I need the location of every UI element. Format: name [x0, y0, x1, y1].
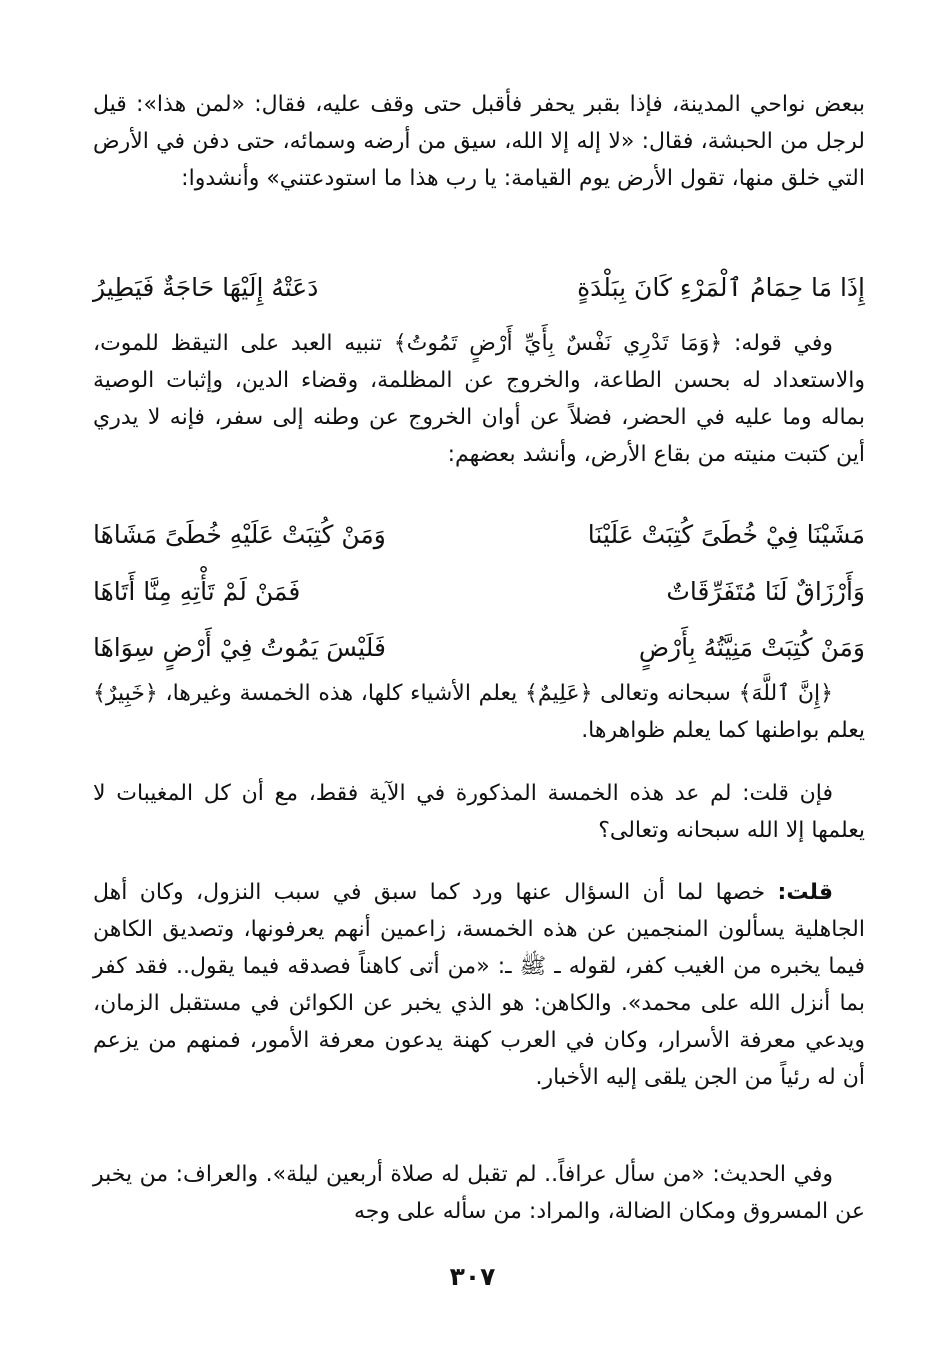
- verse-line-1: [93, 268, 865, 308]
- paragraph-block-5: [93, 874, 865, 1096]
- page-number: ٣٠٧: [449, 1262, 496, 1291]
- paragraph-block-1: [93, 86, 865, 197]
- paragraph-hadith-diviner: وفي الحديث: «من سأل عرافاً.. لم تقبل له صلاة أربعين ليلة». والعراف: من يخبر عن المسروق ومكان الضالة، والمراد: من سأله على وجه: [93, 1162, 865, 1224]
- verse-2-second-hemistich: وَمَنْ كُتِبَتْ عَلَيْهِ خُطَىً مَشَاهَا: [93, 520, 386, 549]
- answer-lead-word: قلت:: [777, 880, 833, 905]
- verse-2-first-hemistich: مَشَيْنَا فِيْ خُطَىً كُتِبَتْ عَلَيْنَا: [587, 520, 865, 549]
- verse-1-first-hemistich: إِذَا مَا حِمَامُ ٱلْمَرْءِ كَانَ بِبَلْدَةٍ: [577, 273, 865, 302]
- paragraph-block-2: [93, 325, 865, 473]
- paragraph-block-6: [93, 1156, 865, 1230]
- paragraph-death-awareness: وفي قوله: ﴿وَمَا تَدْرِي نَفْسٌ بِأَيِّ أَرْضٍ تَمُوتُ﴾ تنبيه العبد على التيقظ للموت، والاستعداد له بحسن الطاعة، والخروج عن المظلمة، وقضاء الدين، وإثبات الوصية بماله وما عليه في الحضر، فضلاً عن أوان الخروج عن وطنه إلى سفر، فإنه لا يدري أين كتبت منيته من بقاع الأرض، وأنشد بعضهم:: [93, 331, 865, 467]
- verse-line-3: [93, 572, 865, 612]
- paragraph-allah-knowing: ﴿إِنَّ ٱللَّهَ﴾ سبحانه وتعالى ﴿عَلِيمٌ﴾ يعلم الأشياء كلها، هذه الخمسة وغيرها، ﴿خَبِيرٌ﴾ يعلم بواطنها كما يعلم ظواهرها.: [93, 681, 865, 743]
- paragraph-question: فإن قلت: لم عد هذه الخمسة المذكورة في الآية فقط، مع أن كل المغيبات لا يعلمها إلا الله سبحانه وتعالى؟: [93, 781, 865, 843]
- paragraph-block-3: [93, 675, 865, 749]
- answer-body: خصها لما أن السؤال عنها ورد كما سبق في سبب النزول، وكان أهل الجاهلية يسألون المنجمين عن هذه الخمسة، زاعمين أنهم يعرفونها، وتصديق الكاهن فيما يخبره من الغيب كفر، لقوله ـ ﷺ ـ: «من أتى كاهناً فصدقه فيما يقول.. فقد كفر بما أنزل الله على محمد». والكاهن: هو الذي يخبر عن الكوائن في مستقبل الزمان، ويدعي معرفة الأسرار، وكان في العرب كهنة يدعون معرفة الأمور، فمنهم من يزعم أن له رئياً من الجن يلقى إليه الأخبار.: [93, 880, 865, 1090]
- verse-4-first-hemistich: وَمَنْ كُتِبَتْ مَنِيَّتُهُ بِأَرْضٍ: [638, 633, 865, 662]
- verse-3-first-hemistich: وَأَرْزَاقٌ لَنَا مُتَفَرِّقَاتٌ: [666, 577, 865, 606]
- verse-3-second-hemistich: فَمَنْ لَمْ تَأْتِهِ مِنَّا أَتَاهَا: [93, 577, 301, 606]
- verse-line-2: [93, 515, 865, 555]
- verse-1-second-hemistich: دَعَتْهُ إِلَيْهَا حَاجَةٌ فَيَطِيرُ: [93, 273, 319, 302]
- paragraph-block-4: [93, 775, 865, 849]
- verse-4-second-hemistich: فَلَيْسَ يَمُوتُ فِيْ أَرْضٍ سِوَاهَا: [93, 633, 386, 662]
- paragraph-burial-story: ببعض نواحي المدينة، فإذا بقبر يحفر فأقبل حتى وقف عليه، فقال: «لمن هذا»: قيل لرجل من الحبشة، فقال: «لا إله إلا الله، سيق من أرضه وسمائه، حتى دفن في الأرض التي خلق منها، تقول الأرض يوم القيامة: يا رب هذا ما استودعتني» وأنشدوا:: [93, 92, 865, 191]
- paragraph-answer: [93, 874, 865, 1096]
- verse-line-4: [93, 628, 865, 668]
